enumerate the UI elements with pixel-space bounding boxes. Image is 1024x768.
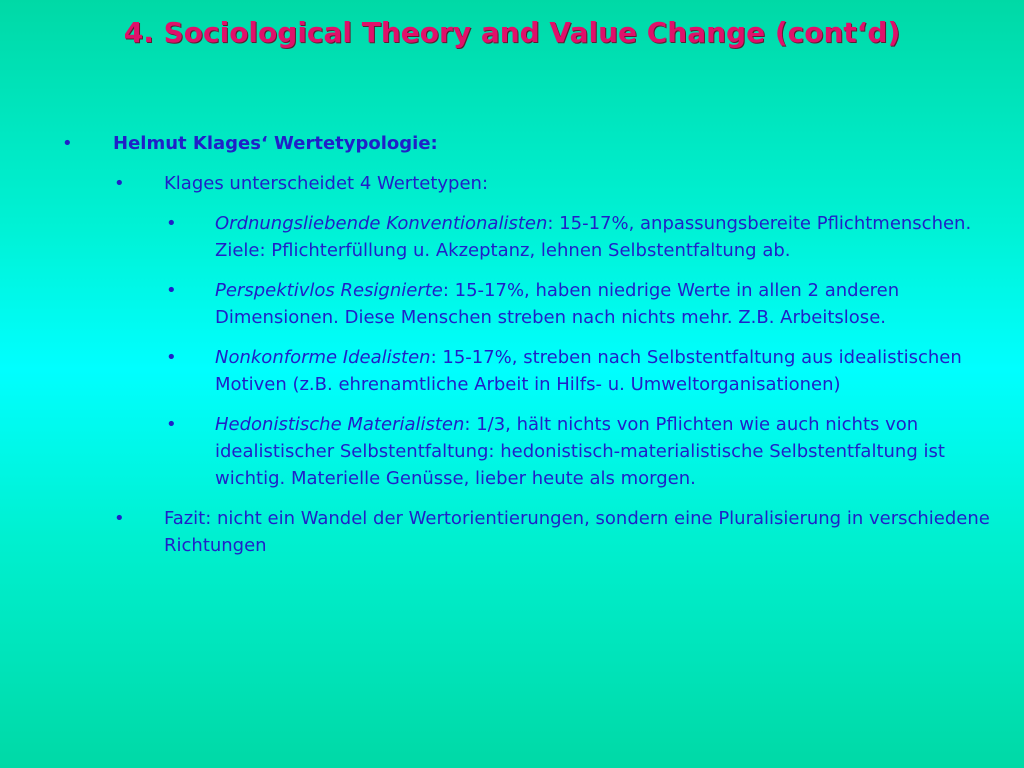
slide-body [0,130,1024,572]
bullet-icon: • [166,414,177,435]
bullet-type-2 [0,277,1024,331]
conclusion-text: Fazit: nicht ein Wandel der Wertorientierungen, sondern eine Pluralisierung in verschiedene Richtungen [164,508,990,556]
type-name: Ordnungsliebende Konventionalisten [215,213,548,234]
type-description: : 15-17%, streben nach Selbstentfaltung aus idealistischen Motiven (z.B. ehrenamtliche Arbeit in Hilfs- u. Umweltorganisationen) [215,347,962,395]
bullet-type-3 [0,344,1024,398]
bullet-icon: • [166,280,177,301]
type-text [215,210,994,264]
type-name: Hedonistische Materialisten [215,414,465,435]
bullet-icon: • [114,173,125,194]
slide-title: 4. Sociological Theory and Value Change (cont‘d) [123,16,901,49]
type-text [215,344,994,398]
intro-text: Klages unterscheidet 4 Wertetypen: [164,173,489,194]
bullet-icon: • [114,508,125,529]
bullet-icon: • [62,133,73,154]
type-description: : 1/3, hält nichts von Pflichten wie auch nichts von idealistischer Selbstentfaltung: hedonistisch-materialistische Selbstentfaltung ist wichtig. Materielle Genüsse, lieber heute als morgen. [215,414,945,489]
bullet-heading [0,130,1024,157]
heading-text: Helmut Klages‘ Wertetypologie: [113,133,438,154]
type-text [215,277,994,331]
bullet-type-1 [0,210,1024,264]
bullet-conclusion [0,505,1024,559]
bullet-icon: • [166,347,177,368]
type-description: : 15-17%, haben niedrige Werte in allen 2 anderen Dimensionen. Diese Menschen streben nach nichts mehr. Z.B. Arbeitslose. [215,280,900,328]
bullet-intro [0,170,1024,197]
type-description: : 15-17%, anpassungsbereite Pflichtmenschen. Ziele: Pflichterfüllung u. Akzeptanz, lehnen Selbstentfaltung ab. [215,213,972,261]
bullet-type-4 [0,411,1024,492]
type-name: Nonkonforme Idealisten [215,347,431,368]
type-text [215,411,994,492]
bullet-icon: • [166,213,177,234]
type-name: Perspektivlos Resignierte [215,280,443,301]
